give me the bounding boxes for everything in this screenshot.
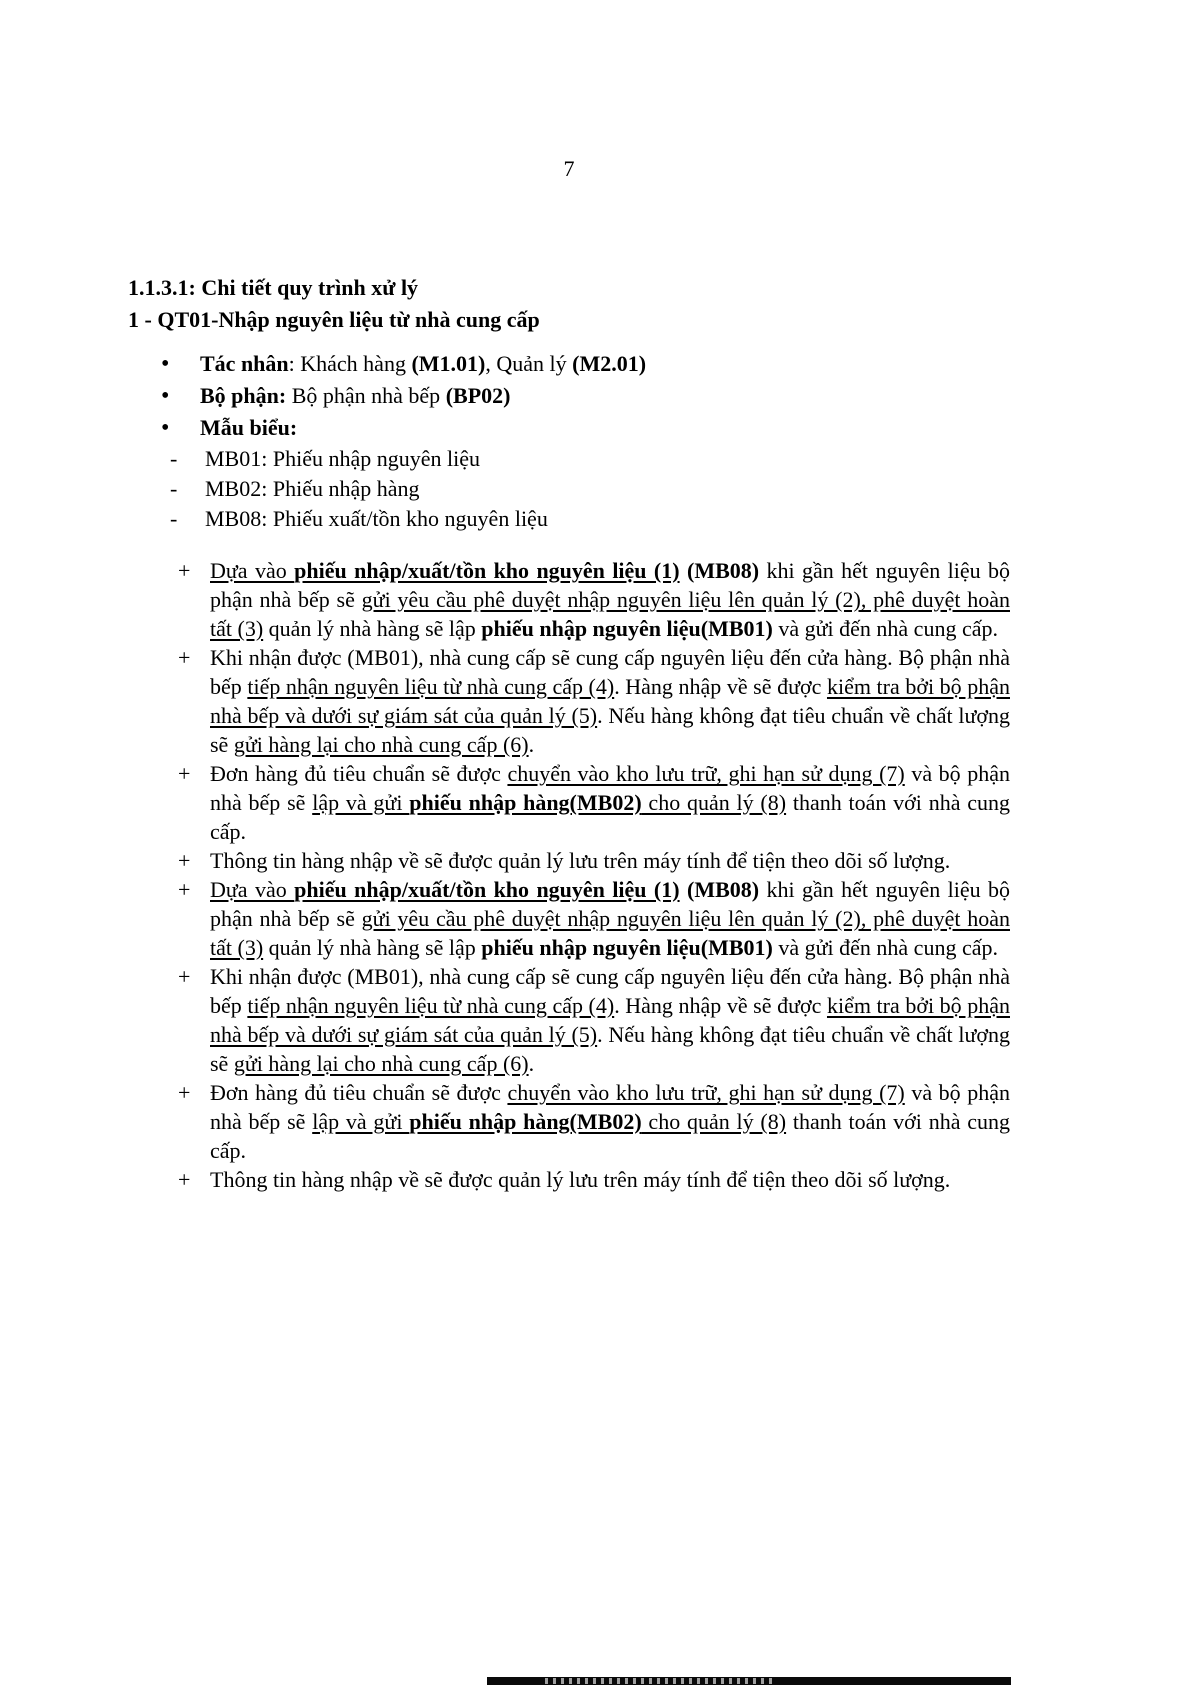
plus-marker-icon: + xyxy=(178,964,191,989)
plus-marker-icon: + xyxy=(178,1080,191,1105)
step-text: Đơn hàng đủ tiêu chuẩn sẽ được chuyển vào kho lưu trữ, ghi hạn sử dụng (7) và bộ phận nhà bếp sẽ lập và gửi phiếu nhập hàng(MB02) cho quản lý (8) thanh toán với nhà cung cấp. xyxy=(210,1080,1011,1163)
step-text: Thông tin hàng nhập về sẽ được quản lý lưu trên máy tính để tiện theo dõi số lượng. xyxy=(210,848,951,873)
step-item xyxy=(128,1078,1010,1165)
step-item xyxy=(128,846,1010,875)
form-list xyxy=(128,444,1010,534)
step-text: Khi nhận được (MB01), nhà cung cấp sẽ cung cấp nguyên liệu đến cửa hàng. Bộ phận nhà bếp tiếp nhận nguyên liệu từ nhà cung cấp (4). Hàng nhập về sẽ được kiểm tra bởi bộ phận nhà bếp và dưới sự giám sát của quản lý (5). Nếu hàng không đạt tiêu chuẩn về chất lượng sẽ gửi hàng lại cho nhà cung cấp (6). xyxy=(210,645,1011,757)
step-item xyxy=(128,759,1010,846)
form-text: MB02: Phiếu nhập hàng xyxy=(205,476,420,501)
step-text: Khi nhận được (MB01), nhà cung cấp sẽ cung cấp nguyên liệu đến cửa hàng. Bộ phận nhà bếp tiếp nhận nguyên liệu từ nhà cung cấp (4). Hàng nhập về sẽ được kiểm tra bởi bộ phận nhà bếp và dưới sự giám sát của quản lý (5). Nếu hàng không đạt tiêu chuẩn về chất lượng sẽ gửi hàng lại cho nhà cung cấp (6). xyxy=(210,964,1011,1076)
section-heading: 1.1.3.1: Chi tiết quy trình xử lý xyxy=(128,275,419,300)
plus-marker-icon: + xyxy=(178,877,191,902)
bullet-marker-icon: • xyxy=(161,351,170,377)
step-text: Dựa vào phiếu nhập/xuất/tồn kho nguyên liệu (1) (MB08) khi gần hết nguyên liệu bộ phận nhà bếp sẽ gửi yêu cầu phê duyệt nhập nguyên liệu lên quản lý (2), phê duyệt hoàn tất (3) quản lý nhà hàng sẽ lập phiếu nhập nguyên liệu(MB01) và gửi đến nhà cung cấp. xyxy=(210,558,1010,641)
dash-marker-icon: - xyxy=(170,476,178,501)
dash-marker-icon: - xyxy=(170,446,178,471)
page-number: 7 xyxy=(563,156,575,181)
bullet-list xyxy=(128,348,1010,444)
form-item xyxy=(128,444,1010,474)
bullet-text: Bộ phận: Bộ phận nhà bếp (BP02) xyxy=(200,383,511,408)
step-item xyxy=(128,643,1010,759)
bullet-item xyxy=(128,348,1010,380)
step-text: Thông tin hàng nhập về sẽ được quản lý lưu trên máy tính để tiện theo dõi số lượng. xyxy=(210,1167,951,1192)
dash-marker-icon: - xyxy=(170,506,178,531)
step-item xyxy=(128,875,1010,962)
bullet-marker-icon: • xyxy=(161,415,170,441)
form-item xyxy=(128,474,1010,504)
plus-marker-icon: + xyxy=(178,558,191,583)
bullet-text: Mẫu biểu: xyxy=(200,415,298,440)
plus-marker-icon: + xyxy=(178,848,191,873)
plus-marker-icon: + xyxy=(178,761,191,786)
bullet-item xyxy=(128,380,1010,412)
bottom-artifact-bar xyxy=(487,1677,1011,1685)
process-heading: 1 - QT01-Nhập nguyên liệu từ nhà cung cấp xyxy=(128,307,540,332)
bullet-marker-icon: • xyxy=(161,383,170,409)
bottom-artifact-glyphs xyxy=(545,1678,775,1684)
step-item xyxy=(128,962,1010,1078)
step-item xyxy=(128,556,1010,643)
form-item xyxy=(128,504,1010,534)
form-text: MB08: Phiếu xuất/tồn kho nguyên liệu xyxy=(205,506,548,531)
form-text: MB01: Phiếu nhập nguyên liệu xyxy=(205,446,480,471)
step-text: Đơn hàng đủ tiêu chuẩn sẽ được chuyển vào kho lưu trữ, ghi hạn sử dụng (7) và bộ phận nhà bếp sẽ lập và gửi phiếu nhập hàng(MB02) cho quản lý (8) thanh toán với nhà cung cấp. xyxy=(210,761,1011,844)
step-text: Dựa vào phiếu nhập/xuất/tồn kho nguyên liệu (1) (MB08) khi gần hết nguyên liệu bộ phận nhà bếp sẽ gửi yêu cầu phê duyệt nhập nguyên liệu lên quản lý (2), phê duyệt hoàn tất (3) quản lý nhà hàng sẽ lập phiếu nhập nguyên liệu(MB01) và gửi đến nhà cung cấp. xyxy=(210,877,1010,960)
plus-marker-icon: + xyxy=(178,1167,191,1192)
step-list xyxy=(128,556,1010,1194)
step-item xyxy=(128,1165,1010,1194)
plus-marker-icon: + xyxy=(178,645,191,670)
bullet-text: Tác nhân: Khách hàng (M1.01), Quản lý (M2.01) xyxy=(200,351,647,376)
bullet-item xyxy=(128,412,1010,444)
